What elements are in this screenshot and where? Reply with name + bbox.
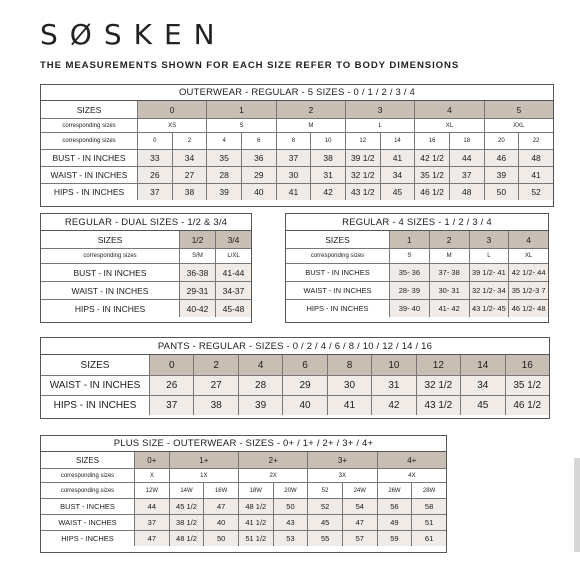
size-header-6: 6 xyxy=(282,355,326,375)
size-header-3: 3 xyxy=(345,101,414,118)
table-title: PANTS - REGULAR - SIZES - 0 / 2 / 4 / 6 / 8 / 10 / 12 / 14 / 16 xyxy=(41,338,549,355)
row-label: WAIST - IN INCHES xyxy=(41,376,149,395)
table-cell: 39 xyxy=(206,184,241,200)
table-cell: 51 1/2 xyxy=(238,531,273,546)
table-cell: 41 xyxy=(276,184,311,200)
table-cell: 52 xyxy=(307,483,342,498)
table-cell: 54 xyxy=(342,499,377,514)
table-cell: 37 xyxy=(449,167,484,183)
table-row xyxy=(41,132,553,149)
table-cell: 46 1/2- 48 xyxy=(508,300,548,317)
table-cell: 2 xyxy=(172,133,207,149)
table-cell: 14 xyxy=(380,133,415,149)
table-cell: XS xyxy=(137,119,206,132)
row-label: BUST - INCHES xyxy=(41,499,134,514)
plus-size-table xyxy=(40,435,447,553)
table-cell: 39- 40 xyxy=(389,300,429,317)
table-cell: 28- 39 xyxy=(389,282,429,299)
size-header-3: 3 xyxy=(469,231,509,248)
table-cell: 2X xyxy=(238,469,307,482)
size-header-1: 1+ xyxy=(169,452,238,468)
size-header-3: 3+ xyxy=(307,452,376,468)
row-label: HIPS - INCHES xyxy=(41,531,134,546)
table-cell: 49 xyxy=(377,515,412,530)
table-row xyxy=(41,395,549,415)
table-cell: 28W xyxy=(411,483,446,498)
table-cell: 46 xyxy=(484,150,519,166)
table-cell: 3X xyxy=(307,469,376,482)
table-cell: 34 xyxy=(460,376,504,395)
table-cell: 4X xyxy=(377,469,446,482)
table-cell: 39 xyxy=(238,396,282,415)
table-cell: 41 1/2 xyxy=(238,515,273,530)
table-row xyxy=(286,281,548,299)
table-cell: 42 xyxy=(310,184,345,200)
table-cell: 39 xyxy=(484,167,519,183)
size-header-2: 2 xyxy=(276,101,345,118)
pants-size-table xyxy=(40,337,550,419)
table-row xyxy=(41,530,446,546)
table-cell: 39 1/2 xyxy=(345,150,380,166)
table-cell: 32 1/2 xyxy=(345,167,380,183)
table-cell: XL xyxy=(508,249,548,263)
table-cell: 48 1/2 xyxy=(169,531,204,546)
table-row xyxy=(41,149,553,166)
scrollbar[interactable] xyxy=(574,458,580,552)
table-cell: 41-44 xyxy=(215,264,251,281)
table-cell: 42 xyxy=(371,396,415,415)
table-cell: 26 xyxy=(149,376,193,395)
table-cell: 12 xyxy=(345,133,380,149)
table-cell: 35 xyxy=(206,150,241,166)
size-header-0: 0 xyxy=(137,101,206,118)
table-cell: 45 xyxy=(380,184,415,200)
size-header-4: 4 xyxy=(508,231,548,248)
table-cell: 46 1/2 xyxy=(505,396,549,415)
table-cell: 38 xyxy=(310,150,345,166)
table-cell: 29 xyxy=(282,376,326,395)
size-header-10: 10 xyxy=(371,355,415,375)
table-cell: 28 xyxy=(238,376,282,395)
outerwear-size-table xyxy=(40,84,554,207)
table-cell: 29-31 xyxy=(179,282,215,299)
table-row xyxy=(41,299,251,317)
table-cell: 35 1/2 xyxy=(505,376,549,395)
table-title: REGULAR - DUAL SIZES - 1/2 & 3/4 xyxy=(41,214,251,231)
size-header-0: 0+ xyxy=(134,452,169,468)
table-cell: 41 xyxy=(327,396,371,415)
page-subtitle: THE MEASUREMENTS SHOWN FOR EACH SIZE REFER TO BODY DIMENSIONS xyxy=(40,60,460,71)
table-cell: 38 1/2 xyxy=(169,515,204,530)
size-header-2: 2 xyxy=(429,231,469,248)
table-cell: 18 xyxy=(449,133,484,149)
table-cell: L xyxy=(469,249,509,263)
row-label: corresponding sizes xyxy=(41,133,137,149)
size-header-1: 1 xyxy=(206,101,275,118)
size-header-1-2: 1/2 xyxy=(179,231,215,248)
table-cell: 34 xyxy=(380,167,415,183)
table-cell: 50 xyxy=(273,499,308,514)
table-cell: S xyxy=(206,119,275,132)
table-row xyxy=(41,498,446,514)
row-label: WAIST - IN INCHES xyxy=(41,282,179,299)
row-label: corresponding sizes xyxy=(41,119,137,132)
table-cell: 37- 38 xyxy=(429,264,469,281)
table-cell: 26W xyxy=(377,483,412,498)
row-label: WAIST - IN INCHES xyxy=(286,282,389,299)
table-cell: 35- 36 xyxy=(389,264,429,281)
table-row xyxy=(41,166,553,183)
table-cell: 59 xyxy=(377,531,412,546)
table-cell: 40 xyxy=(241,184,276,200)
table-cell: S/M xyxy=(179,249,215,263)
table-cell: 20W xyxy=(273,483,308,498)
table-cell: X xyxy=(134,469,169,482)
table-title: OUTERWEAR - REGULAR - 5 SIZES - 0 / 1 / 2 / 3 / 4 xyxy=(41,85,553,101)
table-row xyxy=(41,355,549,375)
table-cell: 6 xyxy=(241,133,276,149)
table-row xyxy=(286,231,548,248)
row-label: SIZES xyxy=(41,101,137,118)
table-cell: 45 1/2 xyxy=(169,499,204,514)
table-cell: L/XL xyxy=(215,249,251,263)
table-cell: 44 xyxy=(134,499,169,514)
size-header-0: 0 xyxy=(149,355,193,375)
table-cell: 46 1/2 xyxy=(414,184,449,200)
table-cell: 38 xyxy=(193,396,237,415)
table-cell: 20 xyxy=(484,133,519,149)
table-row xyxy=(41,514,446,530)
table-cell: 57 xyxy=(342,531,377,546)
table-row xyxy=(41,468,446,482)
table-row xyxy=(41,231,251,248)
table-cell: 8 xyxy=(276,133,311,149)
table-cell: 30 xyxy=(327,376,371,395)
row-label: HIPS - IN INCHES xyxy=(41,396,149,415)
row-label: HIPS - IN INCHES xyxy=(41,300,179,317)
table-cell: 41- 42 xyxy=(429,300,469,317)
table-cell: 48 1/2 xyxy=(238,499,273,514)
size-header-14: 14 xyxy=(460,355,504,375)
row-label: BUST - IN INCHES xyxy=(41,264,179,281)
table-cell: 58 xyxy=(411,499,446,514)
row-label: SIZES xyxy=(41,231,179,248)
table-cell: 32 1/2- 34 xyxy=(469,282,509,299)
size-header-4: 4 xyxy=(414,101,483,118)
row-label: WAIST - IN INCHES xyxy=(41,167,137,183)
row-label: HIPS - IN INCHES xyxy=(41,184,137,200)
brand-logo: SØSKEN xyxy=(40,18,227,51)
table-title: PLUS SIZE - OUTERWEAR - SIZES - 0+ / 1+ / 2+ / 3+ / 4+ xyxy=(41,436,446,452)
table-row xyxy=(41,482,446,498)
table-cell: 52 xyxy=(518,184,553,200)
size-header-5: 5 xyxy=(484,101,553,118)
table-cell: M xyxy=(276,119,345,132)
table-cell: 1X xyxy=(169,469,238,482)
table-title: REGULAR - 4 SIZES - 1 / 2 / 3 / 4 xyxy=(286,214,548,231)
table-cell: L xyxy=(345,119,414,132)
table-cell: 31 xyxy=(371,376,415,395)
table-cell: 48 xyxy=(518,150,553,166)
table-cell: 39 1/2- 41 xyxy=(469,264,509,281)
table-cell: 43 1/2 xyxy=(345,184,380,200)
table-cell: 28 xyxy=(206,167,241,183)
table-cell: S xyxy=(389,249,429,263)
table-cell: 42 1/2 xyxy=(414,150,449,166)
table-cell: 35 1/2 xyxy=(414,167,449,183)
table-cell: 37 xyxy=(134,515,169,530)
table-cell: 27 xyxy=(193,376,237,395)
table-cell: 36-38 xyxy=(179,264,215,281)
table-cell: 22 xyxy=(518,133,553,149)
row-label: BUST - IN INCHES xyxy=(286,264,389,281)
table-cell: 50 xyxy=(203,531,238,546)
size-header-8: 8 xyxy=(327,355,371,375)
table-row xyxy=(41,263,251,281)
row-label: BUST - IN INCHES xyxy=(41,150,137,166)
table-cell: M xyxy=(429,249,469,263)
table-cell: 16W xyxy=(203,483,238,498)
table-cell: 35 1/2-3 7 xyxy=(508,282,548,299)
row-label: SIZES xyxy=(41,452,134,468)
table-cell: 47 xyxy=(203,499,238,514)
table-cell: 34 xyxy=(172,150,207,166)
size-header-16: 16 xyxy=(505,355,549,375)
table-row xyxy=(41,452,446,468)
table-cell: 45 xyxy=(460,396,504,415)
table-cell: 30 xyxy=(276,167,311,183)
table-cell: 16 xyxy=(414,133,449,149)
table-cell: 43 1/2 xyxy=(416,396,460,415)
table-cell: 50 xyxy=(484,184,519,200)
row-label: HIPS - IN INCHES xyxy=(286,300,389,317)
table-cell: XL xyxy=(414,119,483,132)
table-cell: 0 xyxy=(137,133,172,149)
table-cell: 56 xyxy=(377,499,412,514)
row-label: corresponding sizes xyxy=(41,469,134,482)
table-cell: 45-48 xyxy=(215,300,251,317)
table-cell: 10 xyxy=(310,133,345,149)
four-size-table xyxy=(285,213,549,323)
size-header-4: 4+ xyxy=(377,452,446,468)
table-cell: 40 xyxy=(282,396,326,415)
table-cell: 31 xyxy=(310,167,345,183)
row-label: SIZES xyxy=(286,231,389,248)
row-label: SIZES xyxy=(41,355,149,375)
table-cell: 41 xyxy=(518,167,553,183)
size-header-2: 2 xyxy=(193,355,237,375)
table-cell: 47 xyxy=(342,515,377,530)
table-cell: 38 xyxy=(172,184,207,200)
table-row xyxy=(41,281,251,299)
table-cell: 47 xyxy=(134,531,169,546)
size-header-12: 12 xyxy=(416,355,460,375)
table-cell: 24W xyxy=(342,483,377,498)
table-cell: 43 xyxy=(273,515,308,530)
table-row xyxy=(41,248,251,263)
table-cell: XXL xyxy=(484,119,553,132)
table-row xyxy=(286,263,548,281)
table-cell: 36 xyxy=(241,150,276,166)
table-cell: 29 xyxy=(241,167,276,183)
table-cell: 26 xyxy=(137,167,172,183)
table-row xyxy=(41,375,549,395)
table-cell: 18W xyxy=(238,483,273,498)
table-row xyxy=(41,118,553,132)
table-cell: 53 xyxy=(273,531,308,546)
table-cell: 37 xyxy=(149,396,193,415)
table-cell: 33 xyxy=(137,150,172,166)
table-cell: 37 xyxy=(276,150,311,166)
size-header-4: 4 xyxy=(238,355,282,375)
size-header-2: 2+ xyxy=(238,452,307,468)
table-cell: 40-42 xyxy=(179,300,215,317)
size-header-1: 1 xyxy=(389,231,429,248)
table-row xyxy=(286,299,548,317)
table-cell: 61 xyxy=(411,531,446,546)
size-header-3-4: 3/4 xyxy=(215,231,251,248)
table-cell: 30- 31 xyxy=(429,282,469,299)
table-cell: 40 xyxy=(203,515,238,530)
table-cell: 42 1/2- 44 xyxy=(508,264,548,281)
table-cell: 44 xyxy=(449,150,484,166)
table-cell: 52 xyxy=(307,499,342,514)
row-label: corresponding sizes xyxy=(41,483,134,498)
table-row xyxy=(286,248,548,263)
row-label: corresponding sizes xyxy=(41,249,179,263)
row-label: corresponding sizes xyxy=(286,249,389,263)
table-cell: 34-37 xyxy=(215,282,251,299)
table-cell: 41 xyxy=(380,150,415,166)
table-cell: 55 xyxy=(307,531,342,546)
table-cell: 51 xyxy=(411,515,446,530)
table-cell: 14W xyxy=(169,483,204,498)
table-row xyxy=(41,183,553,200)
table-cell: 4 xyxy=(206,133,241,149)
table-cell: 45 xyxy=(307,515,342,530)
table-cell: 12W xyxy=(134,483,169,498)
table-cell: 32 1/2 xyxy=(416,376,460,395)
table-row xyxy=(41,101,553,118)
row-label: WAIST - INCHES xyxy=(41,515,134,530)
table-cell: 43 1/2- 45 xyxy=(469,300,509,317)
table-cell: 48 xyxy=(449,184,484,200)
dual-size-table xyxy=(40,213,252,323)
table-cell: 37 xyxy=(137,184,172,200)
table-cell: 27 xyxy=(172,167,207,183)
